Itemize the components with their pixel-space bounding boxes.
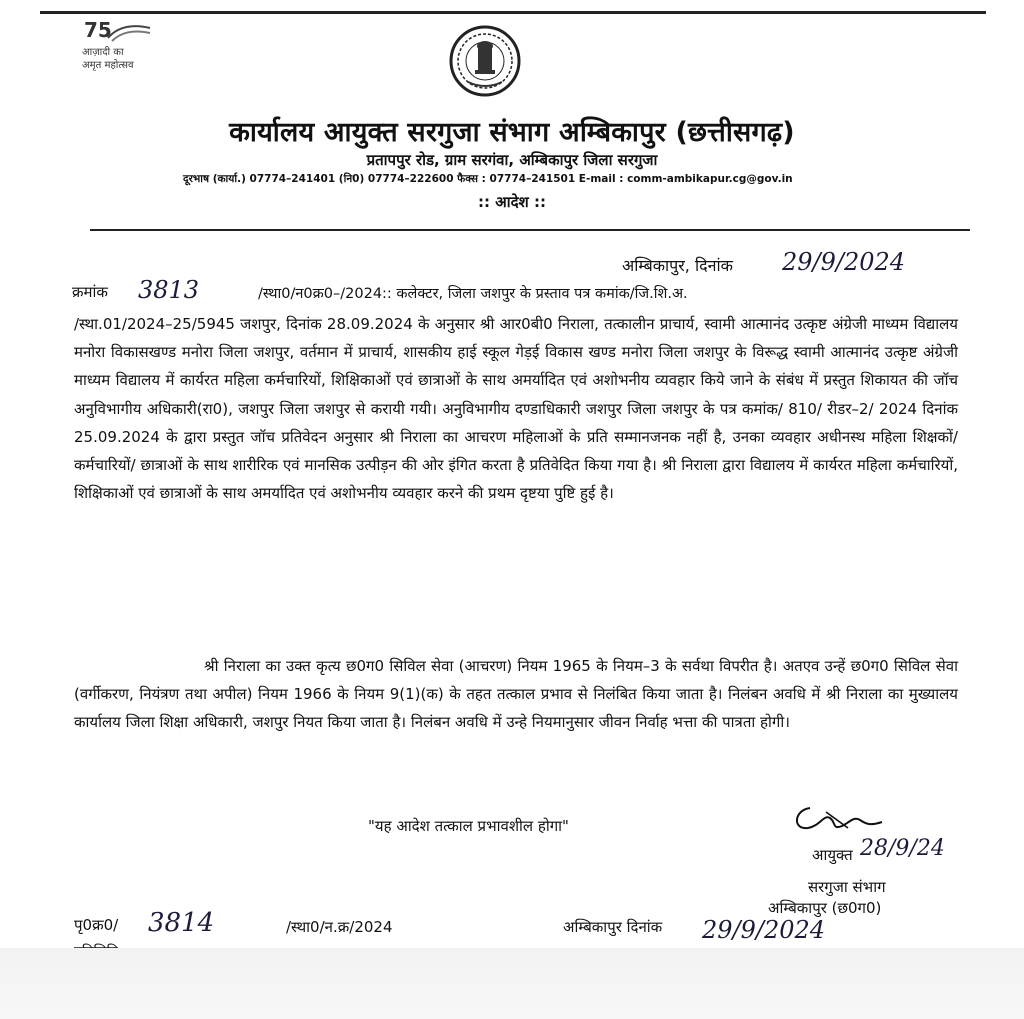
- copy-reference: /स्था0/न.क्र/2024: [286, 918, 393, 936]
- office-title: कार्यालय आयुक्त सरगुजा संभाग अम्बिकापुर (छत्तीसगढ़): [229, 117, 795, 148]
- handwritten-signature: [790, 800, 890, 840]
- logo-line1: आज़ादी का: [82, 47, 124, 58]
- copy-place-date-label: अम्बिकापुर दिनांक: [563, 918, 663, 936]
- azadi-ka-amrit-mahotsav-logo: [82, 18, 172, 78]
- order-paragraph-1: /स्था.01/2024–25/5945 जशपुर, दिनांक 28.09.2024 के अनुसार श्री आर0बी0 निराला, तत्कालीन प्राचार्य, स्वामी आत्मानंद उत्कृष्ट अंग्रेजी माध्यम विद्यालय मनोरा विकासखण्ड मनोरा जिला जशपुर, वर्तमान में प्राचार्य, शासकीय हाई स्कूल गेड़ई विकास खण्ड मनोरा जिला जशपुर के विरूद्ध स्वामी आत्मानंद उत्कृष्ट अंग्रेजी माध्यम विद्यालय में कार्यरत महिला कर्मचारियों, शिक्षिकाओं एवं छात्राओं के साथ अमर्यादित एवं अशोभनीय व्यवहार किये जाने के संबंध में प्रस्तुत शिकायत की जॉच अनुविभागीय अधिकारी(रा0), जशपुर जिला जशपुर से करायी गयी। अनुविभागीय दण्डाधिकारी जशपुर जिला जशपुर के पत्र कमांक/ 810/ रीडर–2/ 2024 दिनांक 25.09.2024 के द्वारा प्रस्तुत जॉच प्रतिवेदन अनुसार श्री निराला का आचरण महिलाओं के प्रति सम्मानजनक नहीं है, उनका व्यवहार अधीनस्थ महिला शिक्षकों/ कर्मचारियों/ छात्राओं के साथ शारीरिक एवं मानसिक उत्पीड़न की ओर इंगित करता है प्रतिवेदित किया गया है। श्री निराला द्वारा विद्यालय में कार्यरत महिला कर्मचारियों, शिक्षिकाओं एवं छात्राओं के साथ अमर्यादित एवं अशोभनीय व्यवहार करने की प्रथम दृष्टया पुष्टि हुई है।: [74, 315, 958, 503]
- flag-swoosh-icon: [104, 22, 154, 44]
- copy-number-handwritten: 3814: [148, 908, 215, 938]
- office-address: प्रतापपुर रोड, ग्राम सरगंवा, अम्बिकापुर जिला सरगुजा: [366, 151, 658, 169]
- page-bottom-margin: [0, 948, 1024, 1019]
- copy-number-label: पृ0क्र0/: [74, 916, 119, 934]
- order-paragraph-2: श्री निराला का उक्त कृत्य छ0ग0 सिविल सेवा (आचरण) नियम 1965 के नियम–3 के सर्वथा विपरीत है। अतएव उन्हें छ0ग0 सिविल सेवा (वर्गीकरण, नियंत्रण तथा अपील) नियम 1966 के नियम 9(1)(क) के तहत तत्काल प्रभाव से निलंबित किया जाता है। निलंबन अवधि में श्री निराला का मुख्यालय कार्यालय जिला शिक्षा अधिकारी, जशपुर नियत किया जाता है। निलंबन अवधि में उन्हे नियमानुसार जीवन निर्वाह भत्ता की पात्रता होगी।: [74, 657, 958, 732]
- logo-number: 75: [84, 18, 112, 42]
- header-divider: [90, 229, 970, 231]
- signature-date-handwritten: 28/9/24: [860, 836, 945, 861]
- order-number-label: क्रमांक: [72, 283, 108, 301]
- signatory-place: अम्बिकापुर (छ0ग0): [768, 899, 882, 917]
- order-reference-line: /स्था0/न0क्र0–/2024:: कलेक्टर, जिला जशपुर के प्रस्ताव पत्र कमांक/जि.शि.अ.: [258, 286, 688, 302]
- chhattisgarh-state-emblem-icon: [448, 24, 522, 98]
- signatory-division: सरगुजा संभाग: [808, 878, 886, 896]
- order-heading: :: आदेश ::: [478, 193, 546, 211]
- order-date-handwritten: 29/9/2024: [782, 248, 906, 276]
- top-border: [40, 11, 986, 14]
- copy-date-handwritten: 29/9/2024: [702, 916, 826, 944]
- logo-line2: अमृत महोत्सव: [82, 60, 134, 71]
- office-contact: दूरभाष (कार्या.) 07774–241401 (नि0) 07774–222600 फैक्स : 07774–241501 E-mail : comm-ambikapur.cg@gov.in: [183, 173, 793, 185]
- order-effective-line: "यह आदेश तत्काल प्रभावशील होगा": [368, 817, 569, 835]
- signatory-title: आयुक्त: [812, 846, 853, 864]
- order-number-handwritten: 3813: [138, 276, 200, 304]
- order-place-date-label: अम्बिकापुर, दिनांक: [622, 256, 733, 275]
